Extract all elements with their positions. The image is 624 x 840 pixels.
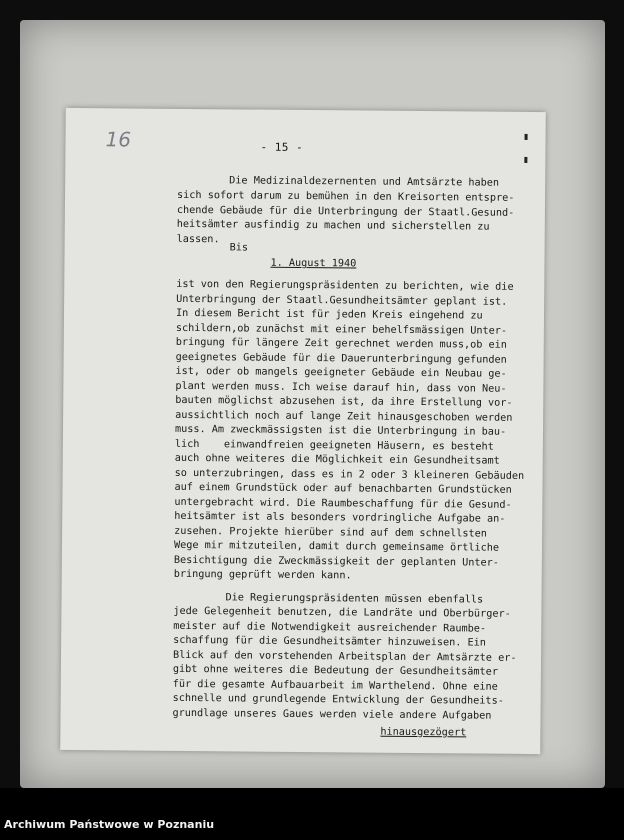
text-line: Die Regierungspräsidenten müssen ebenfalls bbox=[225, 592, 484, 606]
text-line: so unterzubringen, dass es in 2 oder 3 kleineren Gebäuden bbox=[174, 467, 525, 482]
text-line: gibt ohne weiteres die Bedeutung der Gesundheitsämter bbox=[172, 663, 499, 678]
text-line: auf einem Grundstück oder auf benachbarten Grundstücken bbox=[174, 481, 512, 496]
text-line: bringung geprüft werden kann. bbox=[173, 568, 352, 582]
text-line: geeignetes Gebäude für die Dauerunterbringung gefunden bbox=[175, 351, 507, 366]
text-line: bauten möglichst abzusehen ist, da ihre Erstellung vor- bbox=[175, 394, 513, 409]
catchword: hinausgezögert bbox=[380, 726, 467, 739]
archive-footer bbox=[0, 788, 624, 840]
page-number: - 15 - bbox=[260, 140, 304, 154]
text-line: Die Medizinaldezernenten und Amtsärzte haben bbox=[229, 175, 500, 189]
text-line: Blick auf den vorstehenden Arbeitsplan der Amtsärzte er- bbox=[172, 649, 517, 664]
text-line: für die gesamte Aufbauarbeit im Warthelend. Ohne eine bbox=[172, 678, 498, 693]
edge-mark bbox=[524, 157, 527, 163]
text-line: In diesem Bericht ist für jeden Kreis eingehend zu bbox=[175, 307, 483, 322]
text-line: lassen. bbox=[176, 233, 220, 246]
text-line: bringung für längere Zeit gerechnet werden muss,ob ein bbox=[175, 336, 508, 351]
folio-number: 16 bbox=[105, 127, 132, 152]
text-line: jede Gelegenheit benutzen, die Landräte und Oberbürger- bbox=[173, 605, 511, 620]
text-line: ist von den Regierungspräsidenten zu berichten, wie die bbox=[176, 278, 514, 293]
text-line: schaffung für die Gesundheitsämter hinzuweisen. Ein bbox=[173, 634, 487, 649]
text-line: lich einwandfreien geeigneten Häusern, es besteht bbox=[174, 438, 494, 453]
text-line: meister auf die Notwendigkeit ausreichender Raumbe- bbox=[173, 620, 487, 635]
bis-label: Bis bbox=[229, 242, 249, 254]
text-line: auch ohne weiteres die Möglichkeit ein Gesundheitsamt bbox=[174, 452, 500, 467]
text-line: untergebracht wird. Die Raumbeschaffung für die Gesund- bbox=[174, 496, 512, 511]
text-line: plant werden muss. Ich weise darauf hin, dass von Neu- bbox=[175, 380, 507, 395]
text-line: zusehen. Projekte hierüber sind auf dem schnellsten bbox=[174, 525, 487, 540]
text-line: aussichtlich noch auf lange Zeit hinausgeschoben werden bbox=[175, 409, 513, 424]
text-line: ist, oder ob mangels geeigneter Gebäude ein Neubau ge- bbox=[175, 365, 507, 380]
text-line: Wege mir mitzuteilen, damit durch gemeinsame örtliche bbox=[173, 539, 500, 554]
text-line: heitsämter ist als besonders vordringliche Aufgabe an- bbox=[174, 510, 506, 525]
text-line: Besichtigung die Zweckmässigkeit der geplanten Unter- bbox=[173, 554, 499, 569]
deadline-date: 1. August 1940 bbox=[270, 257, 357, 270]
text-line: muss. Am zweckmässigsten ist die Unterbringung in bau- bbox=[174, 423, 507, 438]
text-line: schildern,ob zunächst mit einer behelfsmässigen Unter- bbox=[175, 322, 508, 337]
text-line: heitsämter ausfindig zu machen und sicherstellen zu bbox=[176, 218, 490, 233]
text-line: sich sofort darum zu bemühen in den Kreisorten entspre- bbox=[177, 189, 515, 204]
edge-mark bbox=[525, 134, 528, 140]
document-page bbox=[60, 108, 546, 754]
text-line: grundlage unseres Gaues werden viele andere Aufgaben bbox=[172, 707, 492, 722]
text-line: schnelle und grundlegende Entwicklung der Gesundheits- bbox=[172, 692, 504, 707]
text-line: chende Gebäude für die Unterbringung der Staatl.Gesund- bbox=[176, 204, 515, 219]
archive-name: Archiwum Państwowe w Poznaniu bbox=[4, 818, 215, 831]
text-line: Unterbringung der Staatl.Gesundheitsämter geplant ist. bbox=[176, 293, 508, 308]
